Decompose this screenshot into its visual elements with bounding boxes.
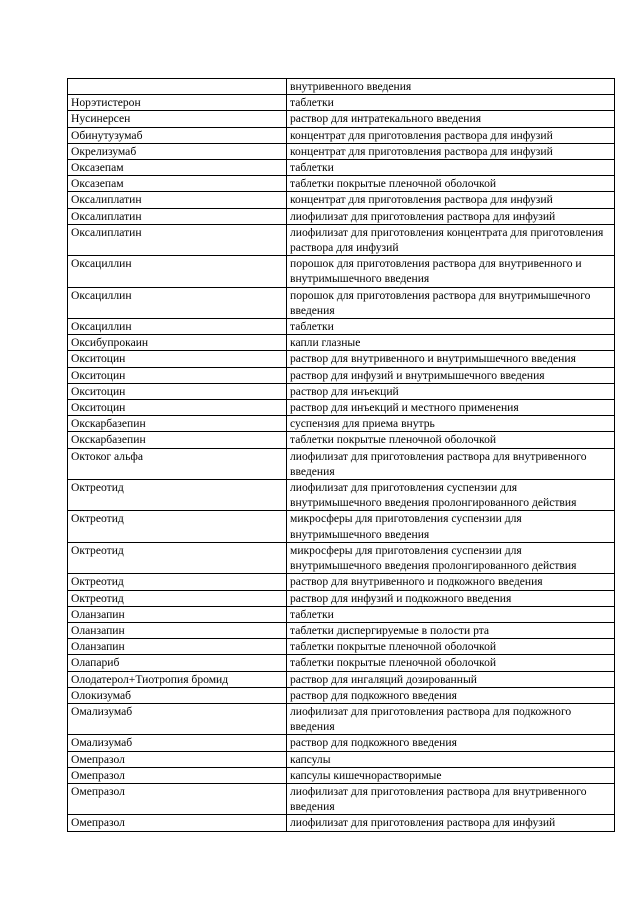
table-row	[68, 606, 615, 622]
table-row	[68, 574, 615, 590]
table-row	[68, 143, 615, 159]
drug-name-cell: Оксалиплатин	[68, 192, 287, 208]
drug-name-cell: Октреотид	[68, 590, 287, 606]
dosage-form-cell: концентрат для приготовления раствора для инфузий	[287, 127, 615, 143]
table-row	[68, 367, 615, 383]
drug-name-cell: Олокизумаб	[68, 687, 287, 703]
drug-name-cell: Оксациллин	[68, 287, 287, 318]
table-row	[68, 767, 615, 783]
dosage-form-cell: раствор для инъекций	[287, 383, 615, 399]
drug-name-cell: Омализумаб	[68, 735, 287, 751]
drug-name-cell: Октреотид	[68, 574, 287, 590]
table-row	[68, 319, 615, 335]
table-row	[68, 416, 615, 432]
dosage-form-cell: лиофилизат для приготовления раствора для внутривенного введения	[287, 783, 615, 814]
drug-name-cell: Октреотид	[68, 480, 287, 511]
drug-name-cell: Окситоцин	[68, 383, 287, 399]
drug-name-cell: Окситоцин	[68, 351, 287, 367]
dosage-form-cell: лиофилизат для приготовления раствора для инфузий	[287, 208, 615, 224]
table-row	[68, 511, 615, 542]
dosage-form-cell: раствор для внутривенного и внутримышечного введения	[287, 351, 615, 367]
dosage-form-cell: раствор для инфузий и внутримышечного введения	[287, 367, 615, 383]
dosage-form-cell: таблетки	[287, 606, 615, 622]
table-row	[68, 687, 615, 703]
dosage-form-cell: капсулы кишечнорастворимые	[287, 767, 615, 783]
drug-name-cell: Оксалиплатин	[68, 208, 287, 224]
drug-name-cell: Октреотид	[68, 542, 287, 573]
table-row	[68, 432, 615, 448]
table-row	[68, 735, 615, 751]
drug-name-cell: Оксазепам	[68, 160, 287, 176]
drug-name-cell: Окситоцин	[68, 400, 287, 416]
drug-name-cell: Омализумаб	[68, 703, 287, 734]
table-row	[68, 671, 615, 687]
table-row	[68, 400, 615, 416]
dosage-form-cell: лиофилизат для приготовления раствора для инфузий	[287, 815, 615, 831]
dosage-form-cell: таблетки покрытые пленочной оболочкой	[287, 655, 615, 671]
table-row	[68, 79, 615, 95]
table-row	[68, 703, 615, 734]
table-row	[68, 335, 615, 351]
dosage-form-cell: раствор для ингаляций дозированный	[287, 671, 615, 687]
dosage-form-cell: микросферы для приготовления суспензии для внутримышечного введения пролонгированного действия	[287, 542, 615, 573]
dosage-form-cell: лиофилизат для приготовления раствора для подкожного введения	[287, 703, 615, 734]
drug-name-cell: Омепразол	[68, 751, 287, 767]
table-row	[68, 208, 615, 224]
dosage-form-cell: лиофилизат для приготовления концентрата для приготовления раствора для инфузий	[287, 224, 615, 255]
table-row	[68, 287, 615, 318]
table-row	[68, 783, 615, 814]
dosage-form-cell: раствор для подкожного введения	[287, 687, 615, 703]
drug-name-cell: Окскарбазепин	[68, 432, 287, 448]
drug-name-cell: Оланзапин	[68, 606, 287, 622]
drug-name-cell: Октреотид	[68, 511, 287, 542]
table-row	[68, 176, 615, 192]
dosage-form-cell: концентрат для приготовления раствора для инфузий	[287, 143, 615, 159]
table-row	[68, 448, 615, 479]
table-row	[68, 351, 615, 367]
drug-name-cell: Оксациллин	[68, 319, 287, 335]
drug-name-cell: Омепразол	[68, 815, 287, 831]
table-row	[68, 815, 615, 831]
dosage-form-cell: порошок для приготовления раствора для внутримышечного введения	[287, 287, 615, 318]
drug-name-cell	[68, 79, 287, 95]
dosage-form-cell: таблетки покрытые пленочной оболочкой	[287, 176, 615, 192]
drug-name-cell: Окскарбазепин	[68, 416, 287, 432]
table-row	[68, 590, 615, 606]
dosage-form-cell: внутривенного введения	[287, 79, 615, 95]
drug-forms-table	[67, 78, 615, 832]
dosage-form-cell: раствор для интратекального введения	[287, 111, 615, 127]
dosage-form-cell: таблетки	[287, 95, 615, 111]
table-row	[68, 224, 615, 255]
dosage-form-cell: таблетки покрытые пленочной оболочкой	[287, 639, 615, 655]
table-row	[68, 95, 615, 111]
drug-name-cell: Октоког альфа	[68, 448, 287, 479]
dosage-form-cell: микросферы для приготовления суспензии для внутримышечного введения	[287, 511, 615, 542]
table-row	[68, 160, 615, 176]
table-row	[68, 383, 615, 399]
drug-name-cell: Оксациллин	[68, 256, 287, 287]
drug-name-cell: Оксибупрокаин	[68, 335, 287, 351]
document-page	[67, 78, 614, 832]
drug-name-cell: Окситоцин	[68, 367, 287, 383]
dosage-form-cell: капсулы	[287, 751, 615, 767]
dosage-form-cell: капли глазные	[287, 335, 615, 351]
drug-name-cell: Окрелизумаб	[68, 143, 287, 159]
dosage-form-cell: раствор для подкожного введения	[287, 735, 615, 751]
table-row	[68, 256, 615, 287]
table-row	[68, 655, 615, 671]
dosage-form-cell: таблетки	[287, 319, 615, 335]
dosage-form-cell: таблетки покрытые пленочной оболочкой	[287, 432, 615, 448]
table-row	[68, 480, 615, 511]
table-row	[68, 639, 615, 655]
drug-name-cell: Нусинерсен	[68, 111, 287, 127]
table-row	[68, 751, 615, 767]
drug-name-cell: Оксалиплатин	[68, 224, 287, 255]
drug-name-cell: Норэтистерон	[68, 95, 287, 111]
dosage-form-cell: раствор для внутривенного и подкожного введения	[287, 574, 615, 590]
drug-name-cell: Оланзапин	[68, 622, 287, 638]
drug-name-cell: Оланзапин	[68, 639, 287, 655]
drug-name-cell: Олодатерол+Тиотропия бромид	[68, 671, 287, 687]
dosage-form-cell: суспензия для приема внутрь	[287, 416, 615, 432]
drug-name-cell: Олапариб	[68, 655, 287, 671]
table-row	[68, 127, 615, 143]
drug-name-cell: Обинутузумаб	[68, 127, 287, 143]
dosage-form-cell: лиофилизат для приготовления суспензии для внутримышечного введения пролонгированного действия	[287, 480, 615, 511]
table-row	[68, 622, 615, 638]
dosage-form-cell: концентрат для приготовления раствора для инфузий	[287, 192, 615, 208]
dosage-form-cell: раствор для инъекций и местного применения	[287, 400, 615, 416]
drug-name-cell: Оксазепам	[68, 176, 287, 192]
drug-name-cell: Омепразол	[68, 767, 287, 783]
drug-name-cell: Омепразол	[68, 783, 287, 814]
table-row	[68, 192, 615, 208]
dosage-form-cell: таблетки	[287, 160, 615, 176]
dosage-form-cell: порошок для приготовления раствора для внутривенного и внутримышечного введения	[287, 256, 615, 287]
dosage-form-cell: таблетки диспергируемые в полости рта	[287, 622, 615, 638]
dosage-form-cell: раствор для инфузий и подкожного введения	[287, 590, 615, 606]
table-row	[68, 542, 615, 573]
table-row	[68, 111, 615, 127]
dosage-form-cell: лиофилизат для приготовления раствора для внутривенного введения	[287, 448, 615, 479]
